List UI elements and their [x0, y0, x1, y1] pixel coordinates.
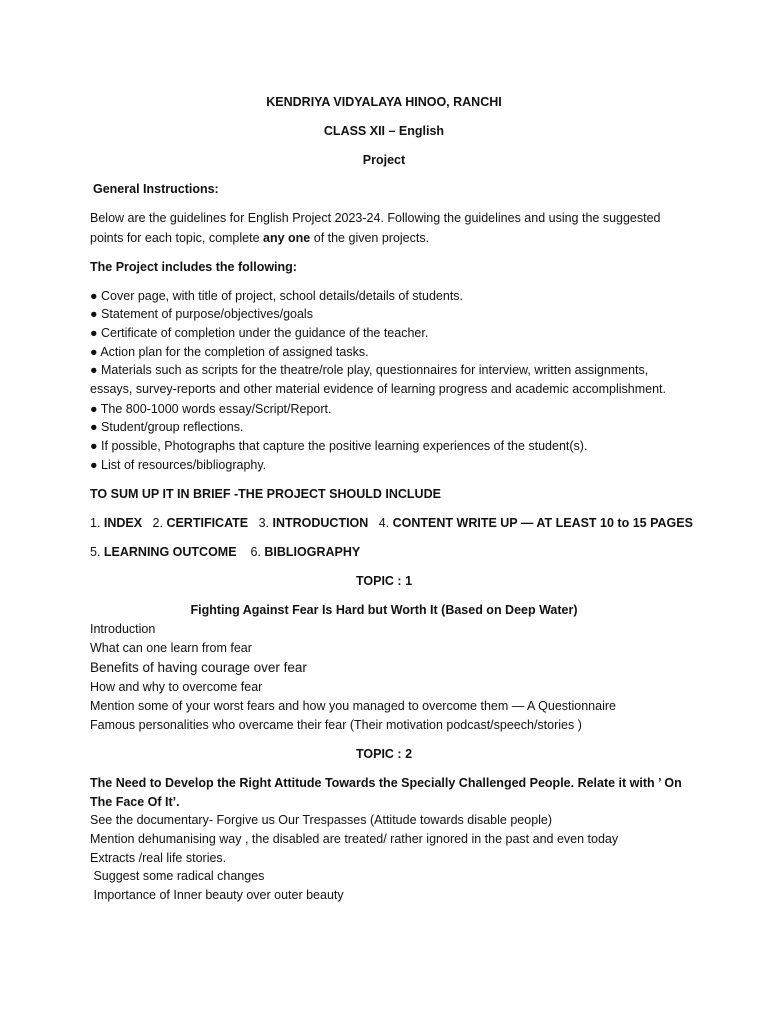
summary-label: LEARNING OUTCOME: [103, 545, 237, 559]
summary-label: INTRODUCTION: [272, 516, 369, 530]
summary-num: 2.: [152, 516, 167, 530]
summary-num: 6.: [250, 545, 265, 559]
summary-label: CERTIFICATE: [166, 516, 249, 530]
summary-row-2: [90, 543, 708, 562]
topic1-point: Introduction: [90, 622, 156, 636]
summary-label: INDEX: [103, 516, 143, 530]
topic1-point: How and why to overcome fear: [90, 680, 263, 694]
summary-num: 1.: [90, 516, 104, 530]
includes-item: ● List of resources/bibliography.: [90, 458, 267, 472]
includes-item: ● Action plan for the completion of assigned tasks.: [90, 345, 369, 359]
includes-item: ● Certificate of completion under the guidance of the teacher.: [90, 326, 429, 340]
instructions-intro-line1: Below are the guidelines for English Project 2023-24. Following the guidelines and using the suggested: [90, 211, 661, 225]
school-name: KENDRIYA VIDYALAYA HINOO, RANCHI: [266, 95, 502, 109]
intro-text-a: points for each topic, complete: [90, 231, 264, 245]
summary-label: CONTENT WRITE UP — AT LEAST 10 to 15 PAGES: [392, 516, 693, 530]
topic2-title-line2: The Face Of It’.: [90, 795, 180, 809]
topic2-point: Importance of Inner beauty over outer beauty: [90, 888, 344, 902]
class-title: CLASS XII – English: [323, 124, 445, 138]
project-title: Project: [362, 153, 406, 167]
summary-label: BIBLIOGRAPHY: [264, 545, 361, 559]
topic2-point: See the documentary- Forgive us Our Trespasses (Attitude towards disable people): [90, 813, 553, 827]
includes-item: ● The 800-1000 words essay/Script/Report.: [90, 402, 332, 416]
summary-heading: TO SUM UP IT IN BRIEF -THE PROJECT SHOULD INCLUDE: [90, 487, 441, 501]
topic1-point: Famous personalities who overcame their fear (Their motivation podcast/speech/stories ): [90, 718, 582, 732]
topic2-label: TOPIC : 2: [355, 747, 413, 761]
includes-item: ● Statement of purpose/objectives/goals: [90, 307, 313, 321]
topic2-point: Extracts /real life stories.: [90, 851, 227, 865]
includes-item: ● Materials such as scripts for the theatre/role play, questionnaires for interview, written assignments,: [90, 363, 649, 377]
topic1-point: Mention some of your worst fears and how you managed to overcome them — A Questionnaire: [90, 699, 616, 713]
includes-heading: The Project includes the following:: [90, 260, 297, 274]
includes-item: ● Cover page, with title of project, school details/details of students.: [90, 289, 464, 303]
topic1-label: TOPIC : 1: [355, 574, 413, 588]
topic1-point: Benefits of having courage over fear: [90, 660, 307, 675]
includes-item: ● If possible, Photographs that capture the positive learning experiences of the student(s).: [90, 439, 588, 453]
includes-item: ● Student/group reflections.: [90, 420, 244, 434]
topic1-point: What can one learn from fear: [90, 641, 252, 655]
instructions-intro-line2: [90, 229, 708, 248]
includes-item: essays, survey-reports and other material evidence of learning progress and academic accomplishment.: [90, 382, 666, 396]
instructions-heading: General Instructions:: [93, 182, 219, 196]
topic2-point: Suggest some radical changes: [90, 869, 265, 883]
summary-num: 5.: [90, 545, 104, 559]
topic2-title-line1: The Need to Develop the Right Attitude Towards the Specially Challenged People. Relate it with ’ On: [90, 776, 682, 790]
intro-text-bold: any one: [263, 231, 311, 245]
topic2-point: Mention dehumanising way , the disabled are treated/ rather ignored in the past and even today: [90, 832, 619, 846]
summary-row-1: [90, 514, 708, 533]
topic1-title: Fighting Against Fear Is Hard but Worth It (Based on Deep Water): [190, 603, 578, 617]
summary-num: 3.: [258, 516, 273, 530]
intro-text-b: of the given projects.: [310, 231, 430, 245]
summary-num: 4.: [378, 516, 393, 530]
